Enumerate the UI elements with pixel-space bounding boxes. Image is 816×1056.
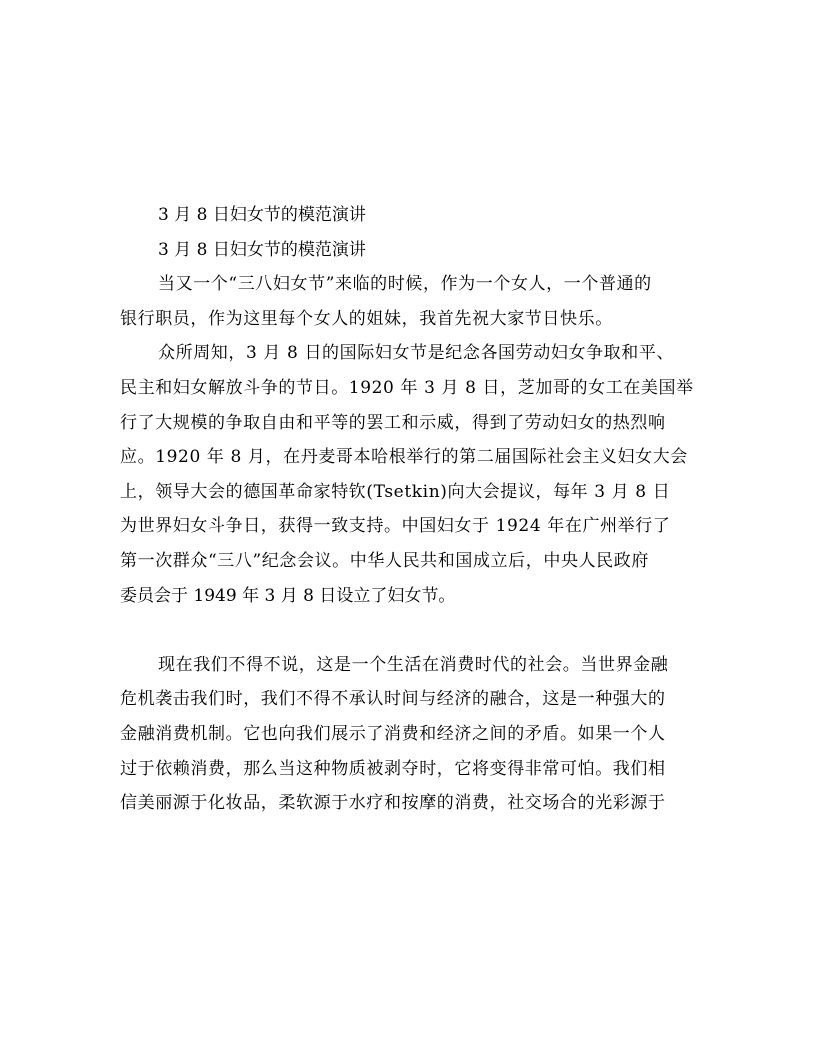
paragraph-line: 委员会于 1949 年 3 月 8 日设立了妇女节。 (120, 585, 456, 606)
paragraph-line: 危机袭击我们时，我们不得不承认时间与经济的融合，这是一种强大的 (120, 689, 666, 710)
paragraph-line: 第一次群众“三八”纪念会议。中华人民共和国成立后，中央人民政府 (120, 550, 649, 571)
paragraph-line: 过于依赖消费，那么当这种物质被剥夺时，它将变得非常可怕。我们相 (120, 758, 666, 779)
paragraph-greeting (120, 267, 696, 336)
paragraph-line: 众所周知，3 月 8 日的国际妇女节是纪念各国劳动妇女争取和平、 (158, 343, 675, 364)
paragraph-history (120, 336, 696, 613)
document-body (120, 198, 696, 821)
document-subtitle: 3 月 8 日妇女节的模范演讲 (158, 239, 366, 260)
paragraph-line: 上，领导大会的德国革命家特钦(Tsetkin)向大会提议，每年 3 月 8 日 (120, 481, 671, 502)
paragraph-line: 民主和妇女解放斗争的节日。1920 年 3 月 8 日，芝加哥的女工在美国举 (120, 377, 694, 398)
paragraph-line: 现在我们不得不说，这是一个生活在消费时代的社会。当世界金融 (158, 654, 669, 675)
paragraph-consumption (120, 648, 696, 821)
paragraph-line: 行了大规模的争取自由和平等的罢工和示威，得到了劳动妇女的热烈响 (120, 412, 666, 433)
paragraph-line: 为世界妇女斗争日，获得一致支持。中国妇女于 1924 年在广州举行了 (120, 516, 671, 537)
paragraph-line: 信美丽源于化妆品，柔软源于水疗和按摩的消费，社交场合的光彩源于 (120, 793, 666, 814)
paragraph-line: 应。1920 年 8 月，在丹麦哥本哈根举行的第二届国际社会主义妇女大会 (120, 447, 688, 468)
paragraph-line: 当又一个“三八妇女节”来临的时候，作为一个女人，一个普通的 (158, 274, 652, 295)
paragraph-line: 银行职员，作为这里每个女人的姐妹，我首先祝大家节日快乐。 (120, 308, 613, 329)
paragraph-gap (120, 613, 696, 648)
paragraph-line: 金融消费机制。它也向我们展示了消费和经济之间的矛盾。如果一个人 (120, 723, 666, 744)
document-title: 3 月 8 日妇女节的模范演讲 (158, 205, 366, 225)
